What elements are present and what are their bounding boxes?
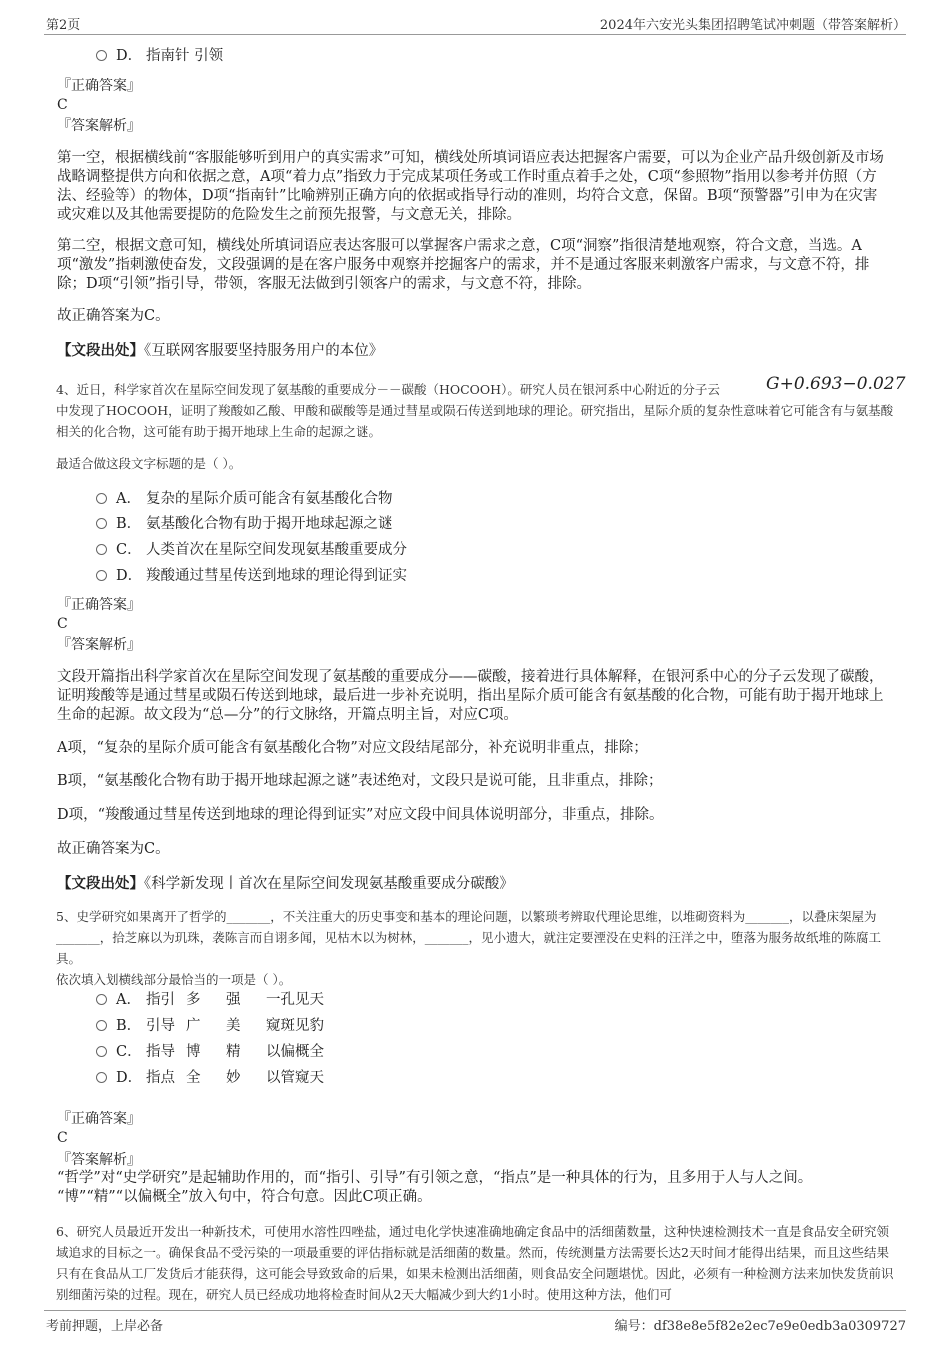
page-number: 第2页 — [46, 18, 81, 33]
radio-icon[interactable] — [96, 544, 107, 555]
q5-answer-label: 『正确答案』 — [57, 1111, 141, 1127]
q4-answer: C — [57, 616, 68, 632]
q3-answer: C — [57, 97, 68, 113]
q4-formula: G+0.693−0.027 — [766, 374, 906, 394]
q3-answer-label: 『正确答案』 — [57, 78, 141, 94]
q5-analysis-line2: “博”“精”“以偏概全”放入句中，符合句意。因此C项正确。 — [57, 1189, 432, 1205]
q4-analysis-para4: D项，“羧酸通过彗星传送到地球的理论得到证实”对应文段中间具体说明部分，非重点，排除。 — [57, 807, 664, 823]
q4-option-c[interactable]: C． 人类首次在星际空间发现氨基酸重要成分 — [96, 539, 407, 561]
radio-icon[interactable] — [96, 994, 107, 1005]
radio-icon[interactable] — [96, 1020, 107, 1031]
q4-analysis-para1: 文段开篇指出科学家首次在星际空间发现了氨基酸的重要成分——碳酸，接着进行具体解释，在银河系中心的分子云发现了碳酸，证明羧酸等是通过彗星或陨石传送到地球，最后进一步补充说明，指出星际介质可能含有氨基酸的化合物，可能有助于揭开地球上生命的起源。故文段为“总—分”的行文脉络，开篇点明主旨，对应C项。 — [57, 669, 884, 723]
footer-divider — [44, 1310, 906, 1311]
q4-option-b[interactable]: B． 氨基酸化合物有助于揭开地球起源之谜 — [96, 513, 393, 535]
footer-doc-id: 编号：df38e8e5f82e2ec7e9e0edb3a0309727 — [614, 1319, 906, 1334]
header-divider — [44, 34, 906, 35]
radio-icon[interactable] — [96, 570, 107, 581]
q5-analysis-line1: “哲学”对“史学研究”是起辅助作用的，而“指引、引导”有引领之意，“指点”是一种具体的行为，且多用于人与人之间。 — [57, 1170, 813, 1186]
q5-option-b[interactable]: B． 引导 广 美 窥斑见豹 — [96, 1015, 324, 1037]
q3-analysis-para2: 第二空，根据文意可知，横线处所填词语应表达客服可以掌握客户需求之意，C项“洞察”指很清楚地观察，符合文意，当选。A项“激发”指刺激使奋发，文段强调的是在客户服务中观察并挖掘客户的需求，并不是通过客服来刺激客户需求，与文意不符，排除；D项“引领”指引导，带领，客服无法做到引领客户的需求，与文意不符，排除。 — [57, 238, 870, 292]
document-title: 2024年六安光头集团招聘笔试冲刺题（带答案解析） — [599, 18, 906, 33]
q3-analysis-label: 『答案解析』 — [57, 118, 141, 134]
radio-icon[interactable] — [96, 50, 107, 61]
radio-icon[interactable] — [96, 1046, 107, 1057]
q4-analysis-para2: A项，“复杂的星际介质可能含有氨基酸化合物”对应文段结尾部分，补充说明非重点，排除； — [57, 740, 648, 756]
q4-option-d[interactable]: D． 羧酸通过彗星传送到地球的理论得到证实 — [96, 565, 407, 587]
q4-prompt: 最适合做这段文字标题的是（ ）。 — [56, 456, 242, 471]
q5-analysis-label: 『答案解析』 — [57, 1152, 141, 1168]
q5-option-a[interactable]: A． 指引 多 强 一孔见天 — [96, 989, 324, 1011]
footer-slogan: 考前押题，上岸必备 — [46, 1319, 164, 1334]
q3-conclusion: 故正确答案为C。 — [57, 308, 170, 324]
q4-stem-rest: 中发现了HOCOOH，证明了羧酸如乙酸、甲酸和碳酸等是通过彗星或陨石传送到地球的理论。研究指出，星际介质的复杂性意味着它可能含有与氨基酸相关的化合物，这可能有助于揭开地球上生命的起源之谜。 — [56, 403, 894, 439]
q4-stem-line1: 4、近日，科学家首次在星际空间发现了氨基酸的重要成分－－碳酸（HOCOOH）。研究人员在银河系中心附近的分子云 — [56, 382, 720, 397]
radio-icon[interactable] — [96, 1072, 107, 1083]
radio-icon[interactable] — [96, 493, 107, 504]
q6-stem: 6、研究人员最近开发出一种新技术，可使用水溶性四唑盐，通过电化学快速准确地确定食品中的活细菌数量，这种快速检测技术一直是食品安全研究领域追求的目标之一。确保食品不受污染的一项最重要的评估指标就是活细菌的数量。然而，传统测量方法需要长达2天时间才能得出结果，而且这些结果只有在食品从工厂发货后才能获得，这可能会导致致命的后果，如果未检测出活细菌，则食品安全问题堪忧。因此，必须有一种检测方法来加快发货前识别细菌污染的过程。现在，研究人员已经成功地将检查时间从2天大幅减少到大约1小时。使用这种方法，他们可 — [56, 1224, 894, 1302]
q4-analysis-para3: B项，“氨基酸化合物有助于揭开地球起源之谜”表述绝对，文段只是说可能，且非重点，排除； — [57, 773, 663, 789]
q5-option-d[interactable]: D． 指点 全 妙 以管窥天 — [96, 1067, 324, 1089]
q5-stem: 5、史学研究如果离开了哲学的_______，不关注重大的历史事变和基本的理论问题，以繁琐考辨取代理论思维，以堆砌资料为_______，以叠床架屋为_______，拾芝麻以为玑珠，袭陈言而自诩多闻，见枯木以为树林，_______，见小遗大，就注定要湮没在史料的汪洋之中，堕落为服务故纸堆的陈腐工具。 — [56, 909, 882, 966]
q3-option-d[interactable]: D． 指南针 引领 — [96, 45, 223, 67]
q5-prompt: 依次填入划横线部分最恰当的一项是（ ）。 — [56, 972, 292, 987]
q4-analysis-label: 『答案解析』 — [57, 637, 141, 653]
q4-answer-label: 『正确答案』 — [57, 597, 141, 613]
radio-icon[interactable] — [96, 518, 107, 529]
q4-source: 【文段出处】《科学新发现丨首次在星际空间发现氨基酸重要成分碳酸》 — [57, 875, 514, 892]
q4-option-a[interactable]: A． 复杂的星际介质可能含有氨基酸化合物 — [96, 488, 393, 510]
q5-option-c[interactable]: C． 指导 博 精 以偏概全 — [96, 1041, 324, 1063]
q3-analysis-para1: 第一空，根据横线前“客服能够听到用户的真实需求”可知，横线处所填词语应表达把握客户需要，可以为企业产品升级创新及市场战略调整提供方向和依据之意，A项“着力点”指致力于完成某项任务或工作时重点着手之处，C项“参照物”指用以参考并仿照（方法、经验等）的物体，D项“指南针”比喻辨别正确方向的依据或指导行动的准则，均符合文意，保留。B项“预警器”引申为在灾害或灾难以及其他需要提防的危险发生之前预先报警，与文意无关，排除。 — [57, 150, 884, 223]
q3-source: 【文段出处】《互联网客服要坚持服务用户的本位》 — [57, 342, 384, 359]
q5-answer: C — [57, 1130, 68, 1146]
q4-conclusion: 故正确答案为C。 — [57, 841, 170, 857]
